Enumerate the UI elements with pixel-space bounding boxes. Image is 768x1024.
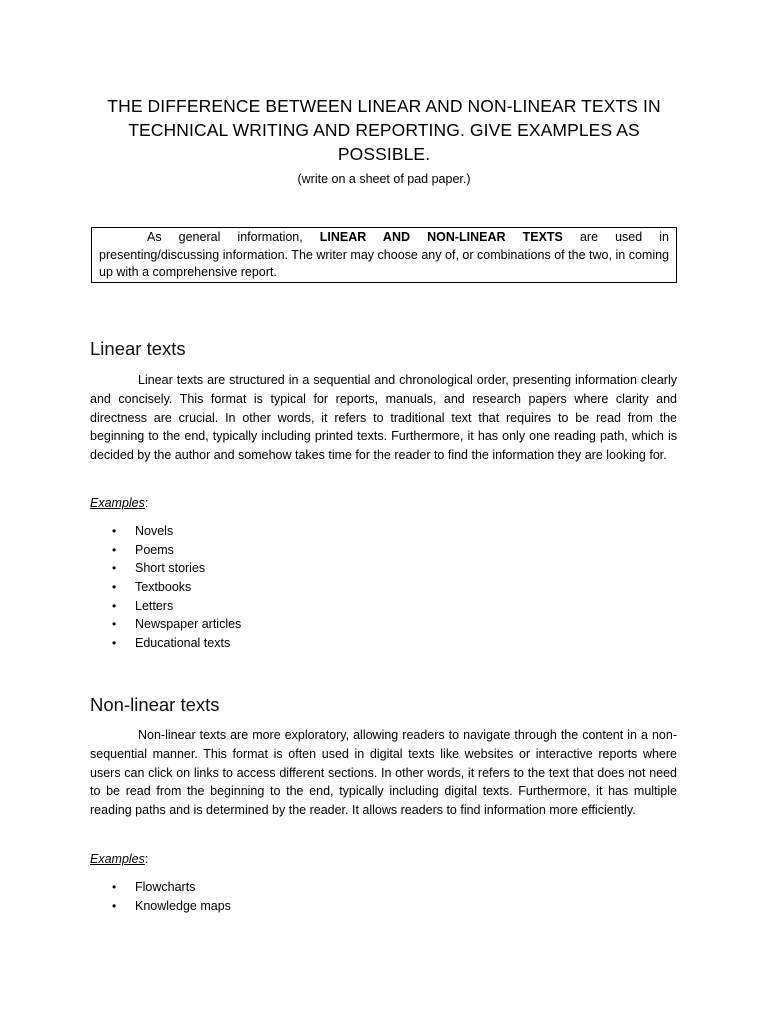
list-item-text: Novels: [135, 524, 174, 538]
list-item-text: Poems: [135, 542, 174, 557]
info-box: [91, 227, 677, 283]
bullet-icon: •: [112, 898, 117, 913]
bullet-icon: •: [112, 580, 117, 595]
list-item-text: Educational texts: [135, 636, 231, 651]
document-subtitle: (write on a sheet of pad paper.): [297, 172, 471, 186]
bullet-icon: •: [112, 561, 117, 576]
info-bold: LINEAR AND NON-LINEAR TEXTS: [319, 230, 563, 244]
section-heading-linear: Linear texts: [90, 338, 186, 359]
paragraph-text: Non-linear texts are more exploratory, allowing readers to navigate through the content in a non-sequential manner. This format is often used in digital texts like websites or interactive reports where users can click on links to access different sections. In other words, it refers to the text that does not need to be read from the beginning to the end, typically including digital texts. Furthermore, it has multiple reading paths and is determined by the reader. It allows readers to find information more efficiently.: [90, 728, 677, 818]
list-item: [90, 634, 241, 653]
bullet-icon: •: [112, 617, 117, 632]
bullet-icon: •: [112, 542, 117, 557]
bullet-icon: •: [112, 524, 117, 538]
list-item: [90, 878, 231, 897]
section-heading-nonlinear: Non-linear texts: [90, 694, 220, 715]
info-suffix: are used in presenting/discussing information. The writer may choose any of, or combinations of the two, in coming up with a comprehensive report.: [99, 230, 669, 279]
list-item: [90, 522, 241, 541]
section-paragraph-linear: [90, 371, 677, 465]
examples-list-nonlinear: [90, 878, 231, 915]
list-item-text: Short stories: [135, 561, 206, 576]
examples-label-nonlinear: [90, 851, 148, 867]
bullet-icon: •: [112, 880, 117, 894]
examples-list-linear: [90, 522, 241, 653]
bullet-icon: •: [112, 598, 117, 613]
list-item-text: Knowledge maps: [135, 898, 231, 913]
examples-colon: :: [144, 496, 149, 510]
examples-label-text: Examples: [90, 852, 145, 866]
list-item: [90, 597, 241, 616]
section-paragraph-nonlinear: [90, 726, 677, 820]
examples-label-linear: [90, 495, 148, 511]
document-title: THE DIFFERENCE BETWEEN LINEAR AND NON-LINEAR TEXTS IN TECHNICAL WRITING AND REPORTING. GIVE EXAMPLES AS POSSIBLE.: [107, 96, 661, 164]
list-item-text: Flowcharts: [135, 880, 196, 894]
info-prefix: As general information,: [147, 230, 320, 244]
list-item: [90, 541, 241, 560]
examples-label-text: Examples: [90, 496, 145, 510]
list-item-text: Newspaper articles: [135, 617, 242, 632]
list-item-text: Letters: [135, 598, 174, 613]
list-item: [90, 559, 241, 578]
paragraph-text: Linear texts are structured in a sequential and chronological order, presenting information clearly and concisely. This format is typical for reports, manuals, and research papers where clarity and directness are crucial. In other words, it refers to traditional text that requires to be read from the beginning to the end, typically including printed texts. Furthermore, it has only one reading path, which is decided by the author and somehow takes time for the reader to find the information they are looking for.: [90, 373, 677, 463]
list-item: [90, 897, 231, 916]
examples-colon: :: [144, 852, 149, 866]
list-item: [90, 615, 241, 634]
list-item-text: Textbooks: [135, 580, 192, 595]
list-item: [90, 578, 241, 597]
bullet-icon: •: [112, 636, 117, 651]
